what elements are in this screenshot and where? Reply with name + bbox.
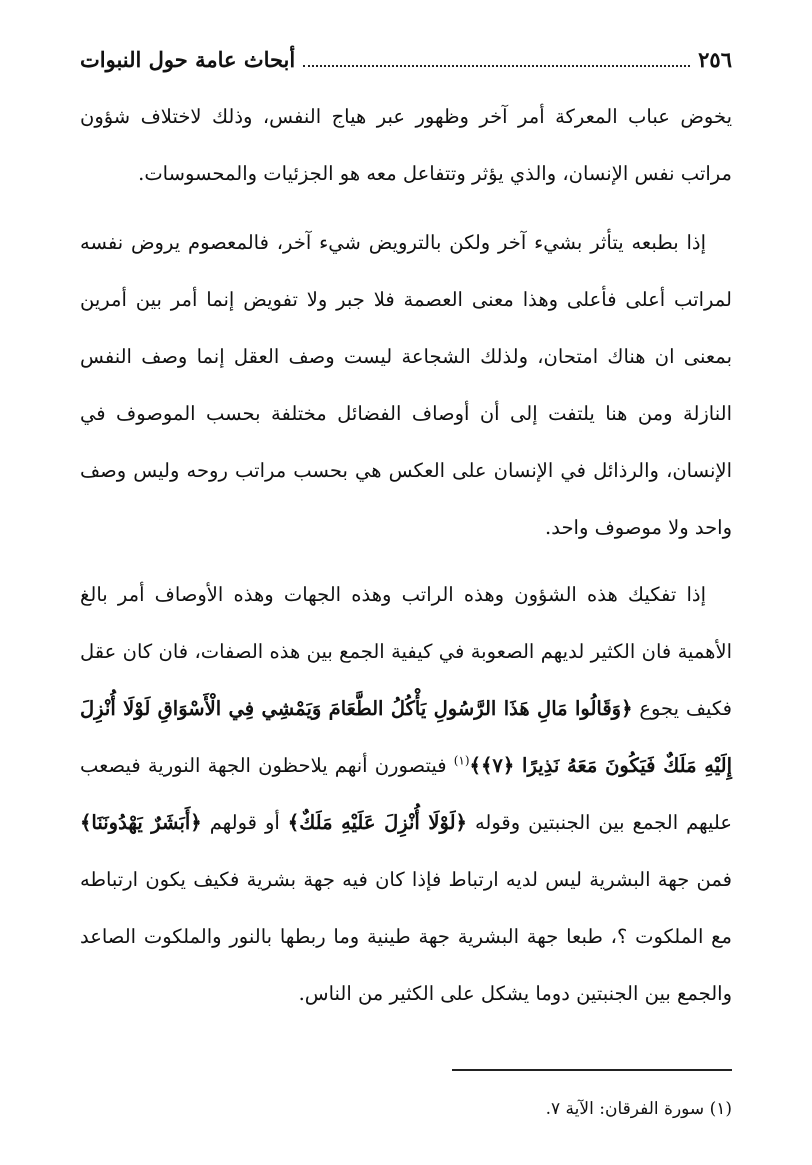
paragraph-3-text-2: فيتصورن أنهم يلاحظون الجهة النورية فيصعب عليهم الجمع بين الجنبتين وقوله bbox=[80, 754, 733, 834]
page-number: ٢٥٦ bbox=[698, 46, 732, 72]
page-header bbox=[80, 30, 732, 88]
paragraph-2: إذا بطبعه يتأثر بشيء آخر ولكن بالترويض شيء آخر، فالمعصوم يروض نفسه لمراتب أعلى فأعلى وهذا معنى العصمة فلا جبر ولا تفويض إنما أمر بين أمرين بمعنى ان هناك امتحان، ولذلك الشجاعة ليست وصف العقل إنما وصف النفس النازلة ومن هنا يلتفت إلى أن أوصاف الفضائل مختلفة بحسب الموصوف في الإنسان، والرذائل في الإنسان على العكس هي بحسب مراتب روحه وليس وصف واحد ولا موصوف واحد. bbox=[80, 231, 732, 539]
paragraph-3-text-1: إذا تفكيك هذه الشؤون وهذه الراتب وهذه الجهات وهذه الأوصاف أمر بالغ الأهمية فان الكثير لديهم الصعوبة في كيفية الجمع بين هذه الصفات، فان كان عقل فكيف يجوع bbox=[80, 583, 732, 720]
quran-verse-2: ﴿لَوْلَا أُنْزِلَ عَلَيْهِ مَلَكٌ﴾ bbox=[287, 811, 467, 834]
footnote: (١) سورة الفرقان: الآية ٧. bbox=[545, 1099, 732, 1119]
footnote-marker[interactable]: (١) bbox=[453, 753, 470, 768]
footnote-divider bbox=[452, 1069, 732, 1071]
paragraph-1: يخوض عباب المعركة أمر آخر وظهور عبر هياج النفس، وذلك لاختلاف شؤون مراتب نفس الإنسان، والذي يؤثر وتتفاعل معه هو الجزئيات والمحسوسات. bbox=[80, 105, 732, 185]
running-title: أبحاث عامة حول النبوات bbox=[80, 46, 296, 72]
quran-verse-3: ﴿أَبَشَرٌ يَهْدُونَنَا﴾ bbox=[80, 811, 202, 834]
paragraph-3-text-3: أو قولهم bbox=[209, 811, 280, 834]
quran-verse-1: ﴿وَقَالُوا مَالِ هَذَا الرَّسُولِ يَأْكُلُ الطَّعَامَ وَيَمْشِي فِي الْأَسْوَاقِ لَوْلَا أُنْزِلَ إِلَيْهِ مَلَكٌ فَيَكُونَ مَعَهُ نَذِيرًا ﴿٧﴾﴾ bbox=[80, 697, 732, 777]
page-body bbox=[80, 30, 732, 1022]
paragraph-3-text-4: فمن جهة البشرية ليس لديه ارتباط فإذا كان فيه جهة بشرية فكيف يكون ارتباطه مع الملكوت ؟، طبعا جهة البشرية جهة طينية وما ربطها بالنور والملكوت الصاعد والجمع بين الجنبتين دوما يشكل على الكثير من الناس. bbox=[80, 868, 732, 1005]
header-dotted-leader bbox=[303, 51, 690, 67]
paragraph-3 bbox=[80, 566, 732, 1022]
